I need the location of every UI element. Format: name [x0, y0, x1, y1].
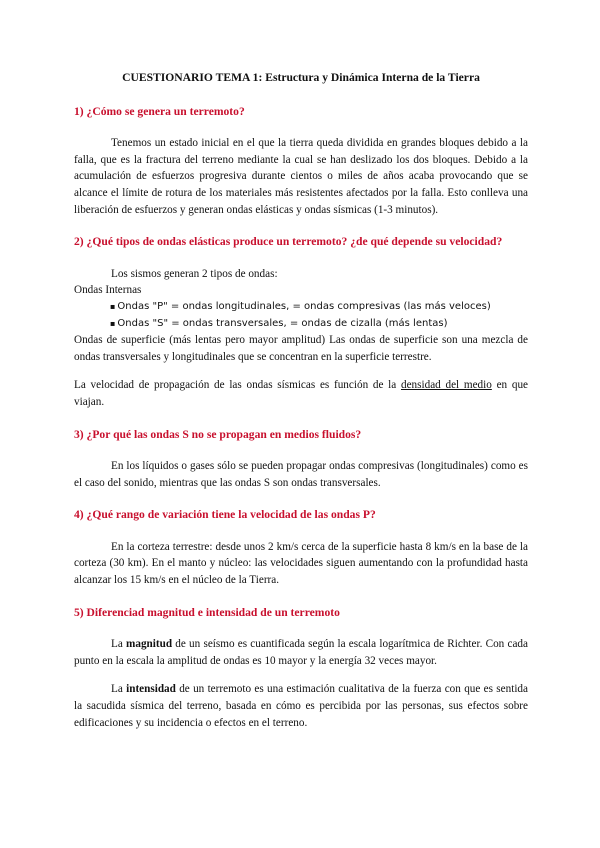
answer-4-paragraph: En la corteza terrestre: desde unos 2 km/s cerca de la superficie hasta 8 km/s en la base de la corteza (30 km). En el manto y núcleo: las velocidades siguen aumentando con la profundidad hasta alcanzar los 15 km/s en el núcleo de la Tierra.	[74, 540, 528, 587]
question-1-heading: 1) ¿Cómo se genera un terremoto?	[74, 104, 245, 118]
document-title: CUESTIONARIO TEMA 1: Estructura y Dinámica Interna de la Tierra	[122, 71, 480, 84]
magnitude-term: magnitud	[126, 638, 173, 651]
magnitude-paragraph: La magnitud de un seísmo es cuantificada según la escala logarítmica de Richter. Con cada punto en la escala la amplitud de ondas es 10 mayor y la energía 32 veces mayor.	[74, 638, 528, 667]
answer-2-intro: Los sismos generan 2 tipos de ondas:	[111, 267, 278, 280]
question-2-heading: 2) ¿Qué tipos de ondas elásticas produce un terremoto? ¿de qué depende su velocidad?	[74, 235, 503, 249]
intensity-paragraph: La intensidad de un terremoto es una estimación cualitativa de la fuerza con que es sentida la sacudida sísmica del terreno, basada en cómo es percibida por las personas, sus efectos sobre edificaciones y su incidencia o efectos en el terreno.	[74, 683, 528, 729]
surface-waves-paragraph: Ondas de superficie (más lentas pero mayor amplitud) Las ondas de superficie son una mezcla de ondas transversales y longitudinales que se concentran en la superficie terrestre.	[74, 334, 528, 363]
answer-1-paragraph: Tenemos un estado inicial en el que la tierra queda dividida en grandes bloques debido a la falla, que es la fractura del terreno mediante la cual se han deslizado los dos bloques. Debido a la acumulación de esfuerzos progresiva durante cientos o miles de años acaba provocando que se alcance el límite de rotura de los materiales más resistentes afectados por la falla. Esto conlleva una liberación de esfuerzos y generan ondas elásticas y ondas sísmicas (1-3 minutos).	[74, 137, 528, 216]
list-item: ▪ Ondas "S" = ondas transversales, = ondas de cizalla (más lentas)	[110, 317, 448, 329]
underlined-term: densidad del medio	[400, 379, 492, 392]
internal-waves-label: Ondas Internas	[74, 284, 142, 297]
bullet-icon: ▪	[110, 301, 116, 311]
bullet-icon: ▪	[110, 318, 116, 328]
wave-types-list	[74, 299, 528, 332]
document-page	[74, 70, 528, 731]
answer-3-paragraph: En los líquidos o gases sólo se pueden propagar ondas compresivas (longitudinales) como es el caso del sonido, mientras que las ondas S son ondas transversales.	[74, 460, 528, 489]
list-item: ▪ Ondas "P" = ondas longitudinales, = ondas compresivas (las más veloces)	[110, 300, 491, 312]
velocity-paragraph: La velocidad de propagación de las ondas sísmicas es función de la densidad del medio en que viajan.	[74, 379, 529, 408]
question-4-heading: 4) ¿Qué rango de variación tiene la velocidad de las ondas P?	[74, 508, 376, 522]
intensity-term: intensidad	[126, 683, 176, 696]
question-3-heading: 3) ¿Por qué las ondas S no se propagan en medios fluidos?	[74, 427, 362, 441]
question-5-heading: 5) Diferenciad magnitud e intensidad de un terremoto	[74, 605, 340, 619]
